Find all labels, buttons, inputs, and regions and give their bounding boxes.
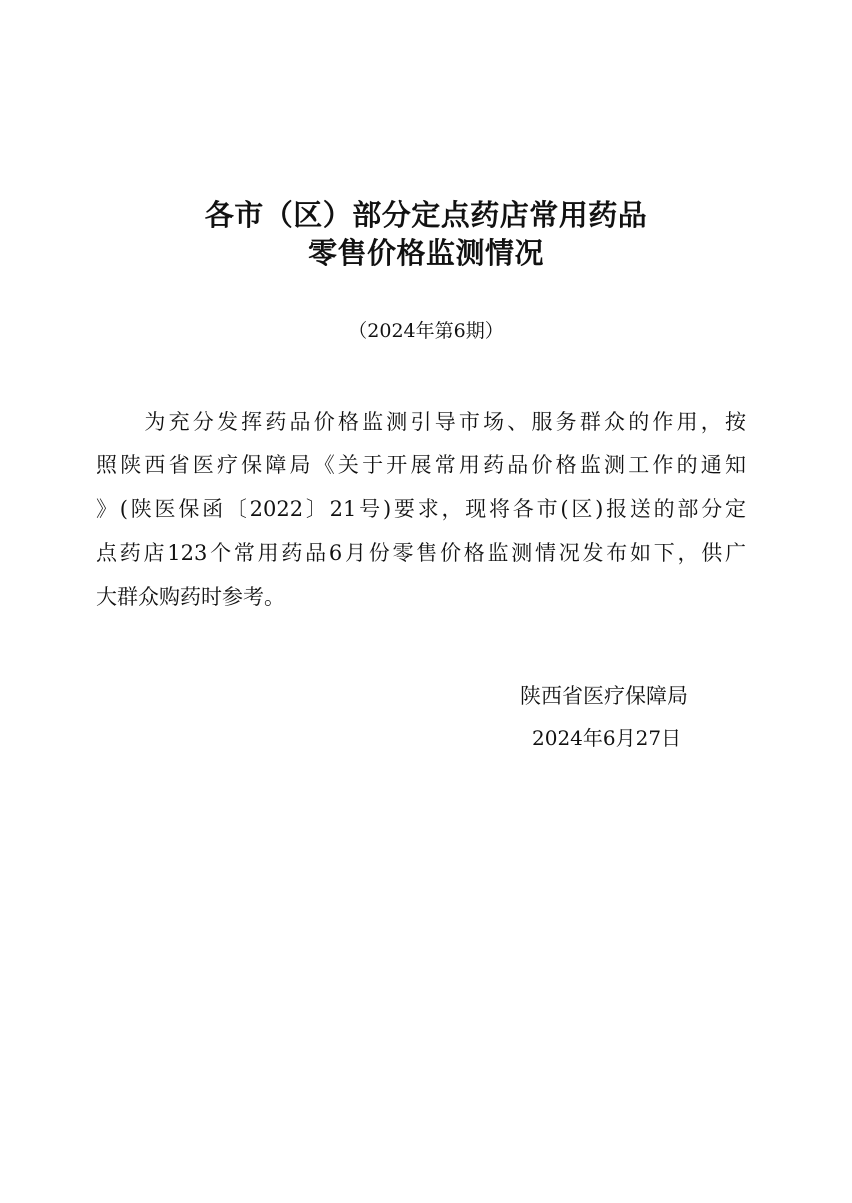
body-line: 大群众购药时参考。 xyxy=(96,585,285,609)
body-line: 》(陕医保函〔2022〕21号)要求，现将各市(区)报送的部分定 xyxy=(96,497,746,521)
issue-date: 2024年6月27日 xyxy=(532,726,682,750)
issue-number: （2024年第6期） xyxy=(348,320,504,342)
signer-name: 陕西省医疗保障局 xyxy=(520,684,688,708)
body-line: 照陕西省医疗保障局《关于开展常用药品价格监测工作的通知 xyxy=(96,453,746,477)
body-line: 为充分发挥药品价格监测引导市场、服务群众的作用，按 xyxy=(96,410,746,434)
body-line: 点药店123个常用药品6月份零售价格监测情况发布如下，供广 xyxy=(96,541,746,565)
document-title-line-2: 零售价格监测情况 xyxy=(307,236,544,270)
document-title-line-1: 各市（区）部分定点药店常用药品 xyxy=(204,198,648,232)
